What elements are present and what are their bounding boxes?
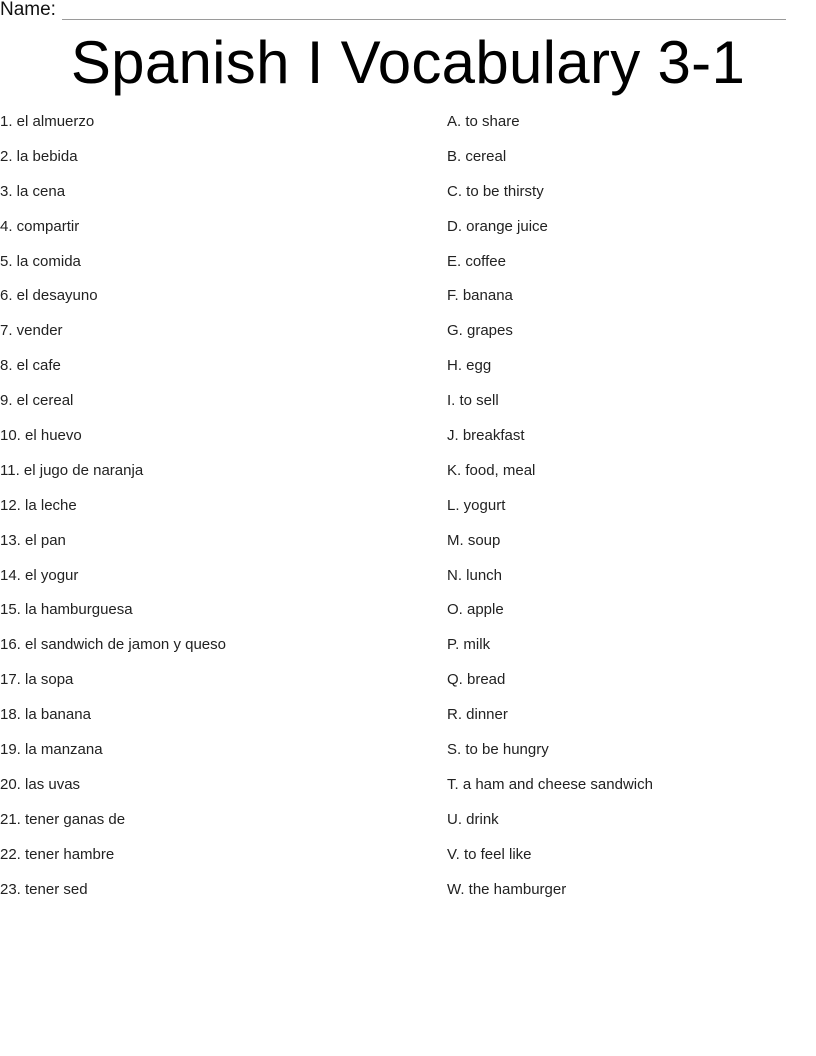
definition-item: D. orange juice <box>447 217 548 235</box>
terms-list <box>0 112 440 914</box>
definition-item: L. yogurt <box>447 496 506 514</box>
definition-item: I. to sell <box>447 392 499 410</box>
term-item: 20. las uvas <box>0 775 81 793</box>
term-item: 19. la manzana <box>0 741 103 759</box>
definition-item: M. soup <box>447 531 501 549</box>
definition-item: O. apple <box>447 601 504 619</box>
definitions-list <box>447 112 807 914</box>
definition-item: J. breakfast <box>447 427 525 445</box>
term-item: 5. la comida <box>0 252 81 270</box>
definition-item: U. drink <box>447 810 499 828</box>
term-item: 17. la sopa <box>0 671 74 689</box>
term-item: 4. compartir <box>0 217 80 235</box>
term-item: 23. tener sed <box>0 880 88 898</box>
definition-item: N. lunch <box>447 566 503 584</box>
term-item: 9. el cereal <box>0 392 74 410</box>
definition-item: W. the hamburger <box>447 880 567 898</box>
term-item: 7. vender <box>0 322 63 340</box>
definition-item: V. to feel like <box>447 845 532 863</box>
definition-item: P. milk <box>447 636 491 654</box>
definition-item: F. banana <box>447 287 513 305</box>
term-item: 1. el almuerzo <box>0 113 95 130</box>
term-item: 14. el yogur <box>0 566 79 584</box>
term-item: 8. el cafe <box>0 357 61 375</box>
name-blank-line <box>62 3 786 20</box>
term-item: 13. el pan <box>0 531 66 549</box>
term-item: 11. el jugo de naranja <box>0 461 144 479</box>
term-item: 18. la banana <box>0 706 91 724</box>
term-item: 12. la leche <box>0 496 77 514</box>
definition-item: C. to be thirsty <box>447 182 544 200</box>
definition-item: G. grapes <box>447 322 513 340</box>
term-item: 21. tener ganas de <box>0 810 126 828</box>
term-item: 10. el huevo <box>0 427 82 445</box>
term-item: 16. el sandwich de jamon y queso <box>0 636 226 654</box>
definition-item: K. food, meal <box>447 461 536 479</box>
definition-item: S. to be hungry <box>447 741 549 759</box>
term-item: 6. el desayuno <box>0 287 98 305</box>
definition-item: B. cereal <box>447 147 507 165</box>
definition-item: E. coffee <box>447 252 506 270</box>
term-item: 2. la bebida <box>0 147 78 165</box>
term-item: 15. la hamburguesa <box>0 601 133 619</box>
term-item: 3. la cena <box>0 182 66 200</box>
definition-item: T. a ham and cheese sandwich <box>447 775 653 793</box>
name-label: Name: <box>0 0 56 20</box>
definition-item: H. egg <box>447 357 492 375</box>
term-item: 22. tener hambre <box>0 845 115 863</box>
definition-item: A. to share <box>447 113 520 130</box>
worksheet-title: Spanish I Vocabulary 3-1 <box>70 29 746 96</box>
definition-item: R. dinner <box>447 706 508 724</box>
definition-item: Q. bread <box>447 671 506 689</box>
name-field-row <box>0 0 786 20</box>
